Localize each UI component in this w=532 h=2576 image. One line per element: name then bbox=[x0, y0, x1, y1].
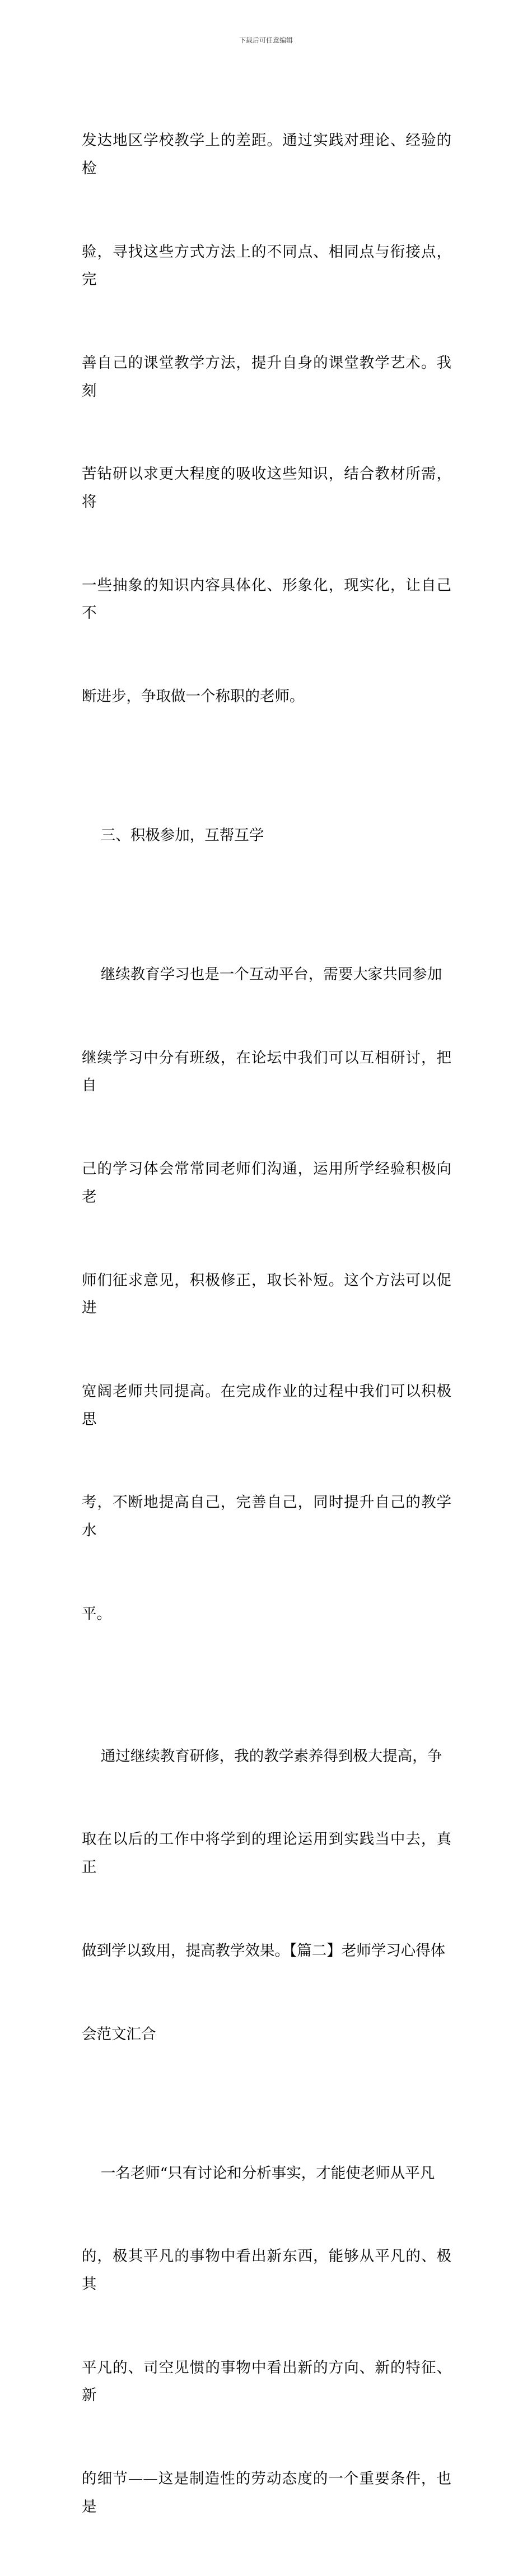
text-line: 发达地区学校教学上的差距。通过实践对理论、经验的检 bbox=[82, 132, 451, 177]
paragraph-3 bbox=[82, 1687, 451, 2104]
text-line: 继续教育学习也是一个互动平台，需要大家共同参加 bbox=[82, 966, 442, 983]
text-line: 一名老师“只有讨论和分析事实，才能使老师从平凡 bbox=[82, 2164, 435, 2182]
page-header: 下载后可任意编辑 bbox=[239, 36, 293, 44]
paragraph-4 bbox=[82, 2104, 451, 2576]
text-line: 平。 bbox=[82, 1605, 111, 1623]
text-line: 考，不断地提高自己，完善自己，同时提升自己的教学水 bbox=[82, 1494, 451, 1539]
text-line: 做到学以致用，提高教学效果。【篇二】老师学习心得体 bbox=[82, 1942, 446, 1959]
text-line: 一些抽象的知识内容具体化、形象化，现实化，让自己不 bbox=[82, 576, 451, 622]
text-line: 的，极其平凡的事物中看出新东西，能够从平凡的、极其 bbox=[82, 2248, 451, 2293]
paragraph-2 bbox=[82, 905, 451, 1684]
paragraph-1 bbox=[82, 71, 451, 766]
section-heading bbox=[82, 766, 451, 905]
text-line: 断进步，争取做一个称职的老师。 bbox=[82, 688, 305, 706]
text-line: 通过继续教育研修，我的教学素养得到极大提高，争 bbox=[82, 1747, 442, 1765]
text-line: 师们征求意见，积极修正，取长补短。这个方法可以促进 bbox=[82, 1271, 451, 1317]
document-body bbox=[82, 71, 451, 2576]
text-line: 平凡的、司空见惯的事物中看出新的方向、新的特征、新 bbox=[82, 2359, 451, 2404]
text-line: 宽阔老师共同提高。在完成作业的过程中我们可以积极思 bbox=[82, 1382, 451, 1428]
text-line: 的细节——这是制造性的劳动态度的一个重要条件，也是 bbox=[82, 2470, 451, 2515]
text-line: 善自己的课堂教学方法，提升自身的课堂教学艺术。我刻 bbox=[82, 354, 451, 400]
text-line: 取在以后的工作中将学到的理论运用到实践当中去，真正 bbox=[82, 1831, 451, 1876]
text-line: 验，寻找这些方式方法上的不同点、相同点与衔接点，完 bbox=[82, 243, 451, 289]
text-line: 会范文汇合 bbox=[82, 2025, 156, 2043]
text-line: 三、积极参加，互帮互学 bbox=[82, 827, 264, 845]
text-line: 继续学习中分有班级，在论坛中我们可以互相研讨，把自 bbox=[82, 1049, 451, 1095]
text-line: 苦钻研以求更大程度的吸收这些知识，结合教材所需，将 bbox=[82, 465, 451, 511]
text-line: 己的学习体会常常同老师们沟通，运用所学经验积极向老 bbox=[82, 1160, 451, 1206]
